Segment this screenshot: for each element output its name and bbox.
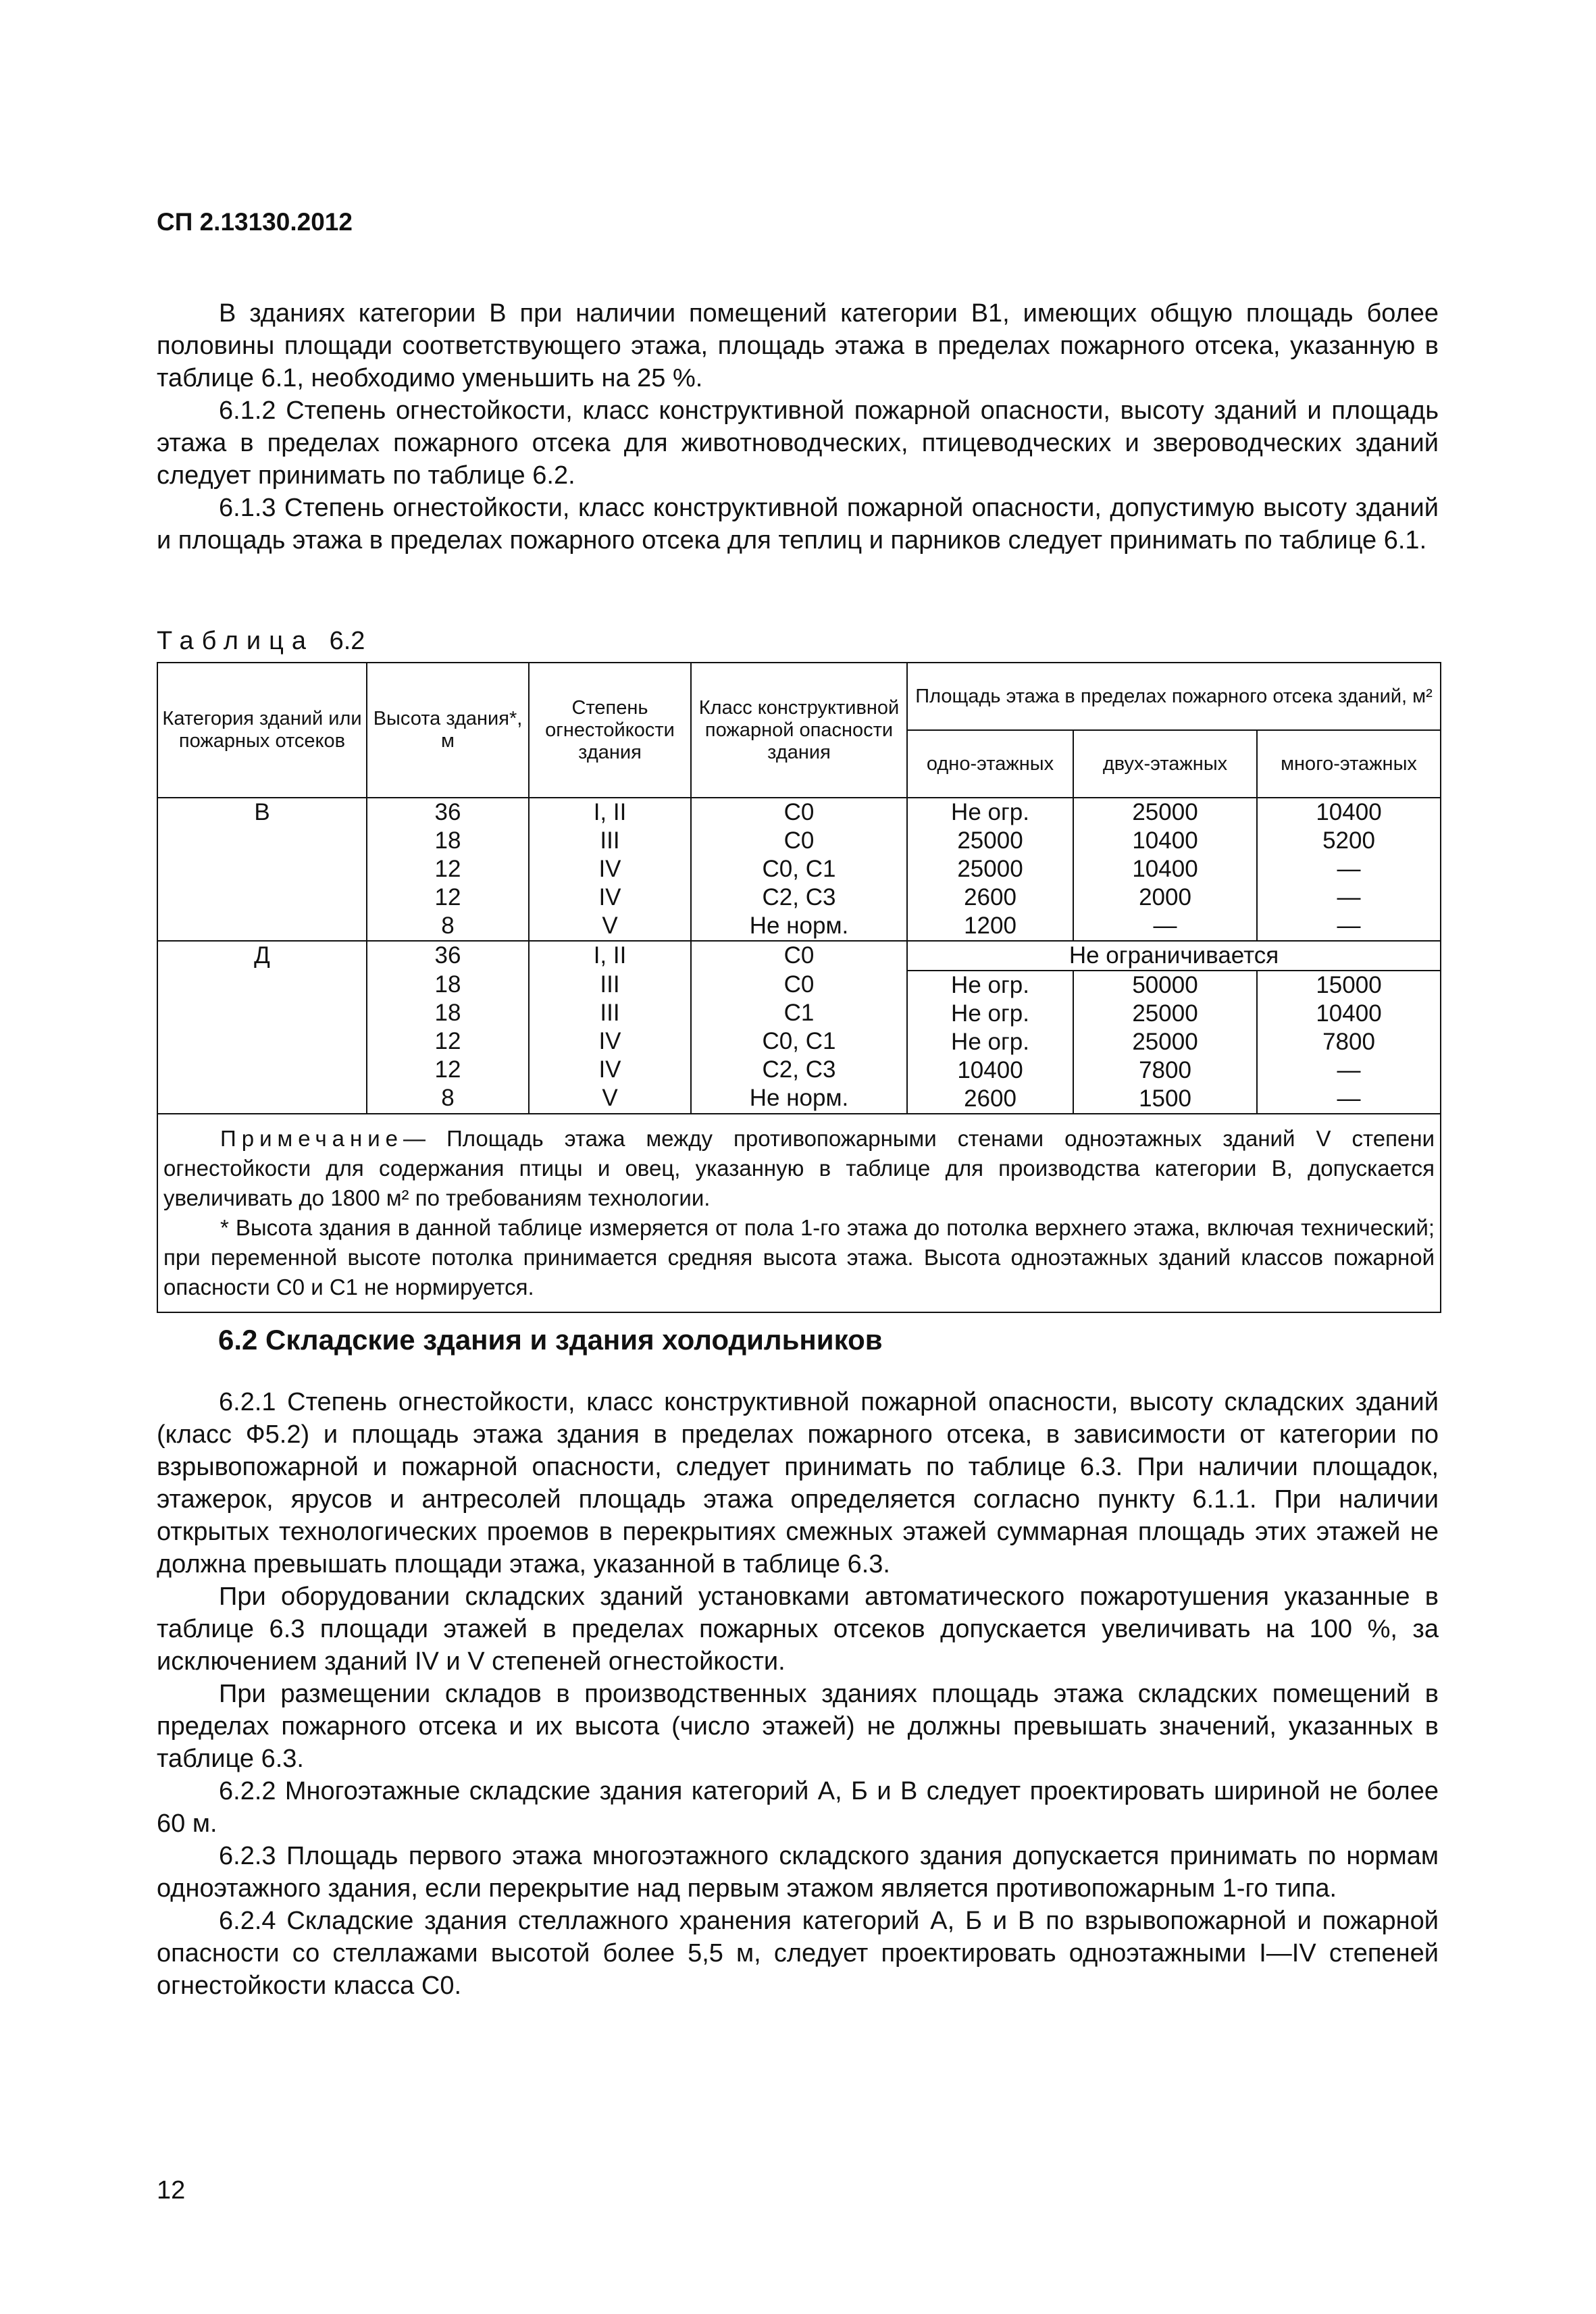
page-number: 12 (157, 2176, 186, 2205)
paragraph: 6.2.1 Степень огнестойкости, класс конструктивной пожарной опасности, высоту складских зданий (класс Ф5.2) и площадь этажа здания в пределах пожарного отсека, в зависимости от категории по взрывопожарной и пожарной опасности, следует принимать по таблице 6.3. При наличии площадок, этажерок, ярусов и антресолей площадь этажа определяется согласно пункту 6.1.1. При наличии открытых технологических проемов в перекрытиях смежных этажей суммарная площадь этих этажей не должна превышать площади этажа, указанной в таблице 6.3. (157, 1388, 1439, 1578)
double-storey-cell: 25000 10400 10400 2000 — (1073, 798, 1257, 941)
header-single-storey: одно-этажных (907, 730, 1073, 798)
category-cell: Д (157, 941, 367, 1114)
table-caption-number: 6.2 (329, 627, 365, 655)
note-paragraph (163, 1124, 1435, 1213)
paragraph: 6.2.4 Складские здания стеллажного хранения категорий А, Б и В по взрывопожарной и пожарной опасности со стеллажами высотой более 5,5 м, следует проектировать одноэтажными I—IV степеней огнестойкости класса С0. (157, 1907, 1439, 2000)
double-storey-cell: 50000 25000 25000 7800 1500 (1073, 971, 1257, 1114)
header-floor-area: Площадь этажа в пределах пожарного отсека зданий, м² (907, 663, 1441, 730)
fire-resistance-cell: I, II III IV IV V (529, 798, 691, 941)
table-row (157, 941, 1441, 971)
section-title: 6.2 Складские здания и здания холодильников (218, 1324, 883, 1356)
header-fire-resistance: Степень огнестойкости здания (529, 663, 691, 798)
height-cell: 18 18 12 12 8 (367, 971, 529, 1114)
single-storey-cell: Не огр. Не огр. Не огр. 10400 2600 (907, 971, 1073, 1114)
category-cell: В (157, 798, 367, 941)
multi-storey-cell: 15000 10400 7800 — — (1257, 971, 1441, 1114)
table-row (157, 798, 1441, 941)
table-note-row (157, 1114, 1441, 1312)
paragraph: В зданиях категории В при наличии помещений категории В1, имеющих общую площадь более половины площади соответствующего этажа, площадь этажа в пределах пожарного отсека, указанную в таблице 6.1, необходимо уменьшить на 25 %. (157, 299, 1439, 392)
header-construct-class: Класс конструктивной пожарной опасности здания (691, 663, 907, 798)
header-double-storey: двух-этажных (1073, 730, 1257, 798)
height-cell: 36 18 12 12 8 (367, 798, 529, 941)
document-code: СП 2.13130.2012 (157, 208, 353, 236)
multi-storey-cell: 10400 5200 — — — (1257, 798, 1441, 941)
note-label: Примечание (220, 1126, 404, 1151)
paragraph: При размещении складов в производственных зданиях площадь этажа складских помещений в пределах пожарного отсека и их высота (число этажей) не должны превышать значений, указанных в таблице 6.3. (157, 1680, 1439, 1773)
paragraph: 6.2.2 Многоэтажные складские здания категорий А, Б и В следует проектировать шириной не более 60 м. (157, 1777, 1439, 1838)
data-table (157, 662, 1441, 1313)
paragraph: 6.1.3 Степень огнестойкости, класс конструктивной пожарной опасности, допустимую высоту зданий и площадь этажа в пределах пожарного отсека для теплиц и парников следует принимать по таблице 6.1. (157, 494, 1439, 555)
paragraph: 6.2.3 Площадь первого этажа многоэтажного складского здания допускается принимать по нормам одноэтажного здания, если перекрытие над первым этажом является противопожарным 1-го типа. (157, 1842, 1439, 1903)
table-caption (157, 627, 365, 656)
paragraph: 6.1.2 Степень огнестойкости, класс конструктивной пожарной опасности, высоту зданий и площадь этажа в пределах пожарного отсека для животноводческих, птицеводческих и звероводческих зданий следует принимать по таблице 6.2. (157, 396, 1439, 490)
header-multi-storey: много-этажных (1257, 730, 1441, 798)
table-note (157, 1114, 1441, 1312)
note-text: — Площадь этажа между противопожарными стенами одноэтажных зданий V степени огнестойкости для содержания птицы и овец, указанную в таблице для производства категории В, допускается увеличивать до 1800 м² по требованиям технологии. (163, 1126, 1435, 1210)
table-6-2 (157, 662, 1440, 1313)
table-caption-word: Таблица (157, 627, 314, 655)
construct-class-cell: С0 (691, 941, 907, 971)
fire-resistance-cell: I, II (529, 941, 691, 971)
single-storey-cell: Не огр. 25000 25000 2600 1200 (907, 798, 1073, 941)
height-cell: 36 (367, 941, 529, 971)
intro-text (157, 297, 1439, 557)
header-height: Высота здания*, м (367, 663, 529, 798)
fire-resistance-cell: III III IV IV V (529, 971, 691, 1114)
construct-class-cell: С0 С1 С0, С1 С2, С3 Не норм. (691, 971, 907, 1114)
header-category: Категория зданий или пожарных отсеков (157, 663, 367, 798)
footnote: * Высота здания в данной таблице измеряется от пола 1-го этажа до потолка верхнего этажа, включая технический; при переменной высоте потолка принимается средняя высота этажа. Высота одноэтажных зданий классов пожарной опасности С0 и С1 не нормируется. (163, 1215, 1435, 1300)
construct-class-cell: С0 С0 С0, С1 С2, С3 Не норм. (691, 798, 907, 941)
merged-area-cell: Не ограничивается (907, 941, 1441, 971)
paragraph: При оборудовании складских зданий установками автоматического пожаротушения указанные в таблице 6.3 площади этажей в пределах пожарных отсеков допускается увеличивать на 100 %, за исключением зданий IV и V степеней огнестойкости. (157, 1583, 1439, 1676)
section-text (157, 1386, 1439, 2002)
